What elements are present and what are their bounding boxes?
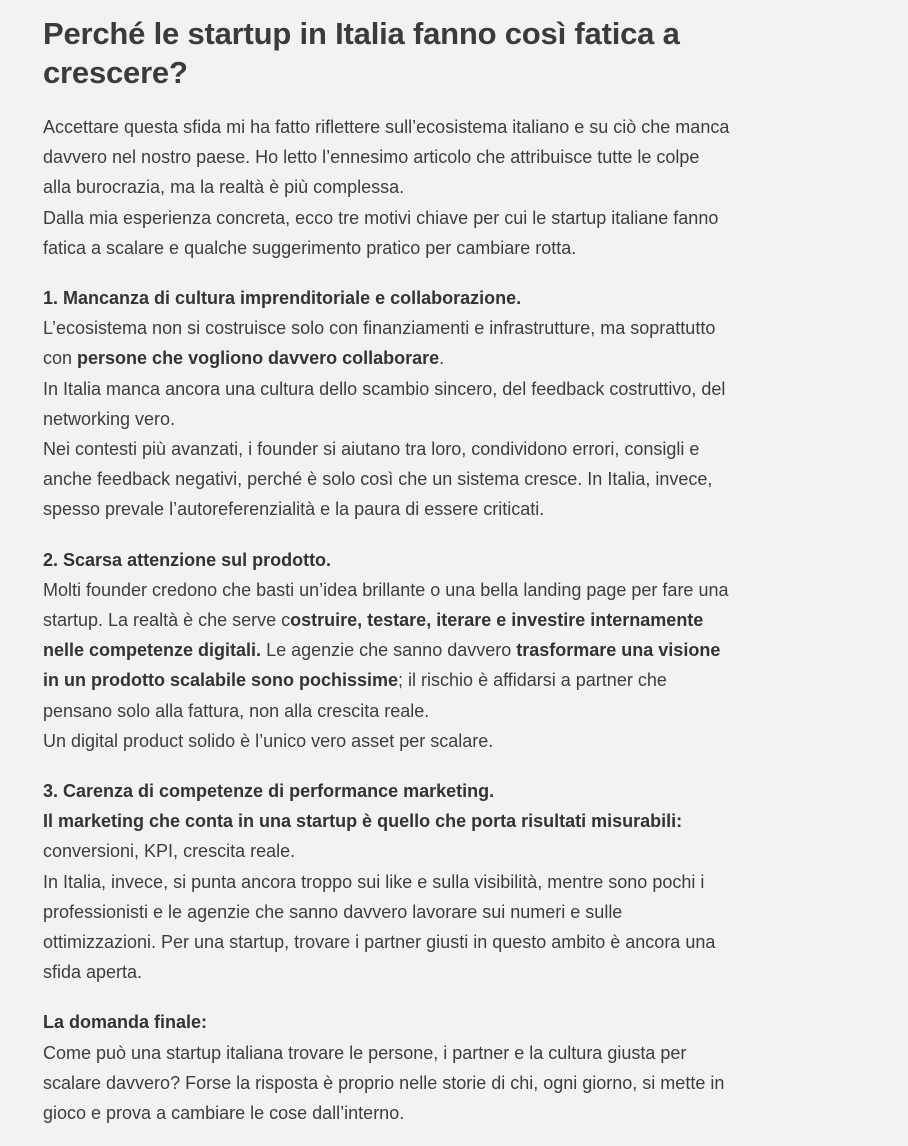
title-line: crescere? [43,55,188,90]
text-line: networking vero. [43,408,176,429]
text-line: L’ecosistema non si costruisce solo con finanziamenti e infrastrutture, ma soprattutto [43,318,716,339]
text-run: . [439,348,445,369]
text-line: Come può una startup italiana trovare le persone, i partner e la cultura giusta per [43,1042,687,1063]
text-line: Accettare questa sfida mi ha fatto riflettere sull’ecosistema italiano e su ciò che manca [43,117,730,137]
text-line: alla burocrazia, ma la realtà è più complessa. [43,177,405,198]
bold-phrase: nelle competenze digitali. [43,640,262,661]
final-section [43,1007,795,1128]
text-run: ; il rischio è affidarsi a partner che [398,670,667,691]
text-line: gioco e prova a cambiare le cose dall’interno. [43,1103,405,1124]
text-line: In Italia manca ancora una cultura dello scambio sincero, del feedback costruttivo, del [43,378,726,399]
article [43,14,795,1128]
text-line: davvero nel nostro paese. Ho letto l’ennesimo articolo che attribuisce tutte le colpe [43,147,700,168]
bold-phrase: trasformare una visione [516,640,721,661]
section-2-heading: 2. Scarsa attenzione sul prodotto. [43,549,332,570]
section-1 [43,283,795,525]
text-line: ottimizzazioni. Per una startup, trovare i partner giusti in questo ambito è ancora una [43,932,716,953]
text-line: sfida aperta. [43,962,143,983]
text-line [43,605,795,635]
text-line: Un digital product solido è l’unico vero asset per scalare. [43,730,494,751]
text-line: In Italia, invece, si punta ancora troppo sui like e sulla visibilità, mentre sono pochi i [43,871,705,892]
text-run: startup. La realtà è che serve c [43,610,291,631]
text-line: spesso prevale l’autoreferenzialità e la paura di essere criticati. [43,499,545,520]
text-run: con [43,348,78,369]
section-2 [43,545,795,756]
text-line: scalare davvero? Forse la risposta è proprio nelle storie di chi, ogni giorno, si mette in [43,1072,725,1093]
text-line: conversioni, KPI, crescita reale. [43,841,296,862]
article-title [43,14,795,92]
text-line: Nei contesti più avanzati, i founder si aiutano tra loro, condividono errori, consigli e [43,439,700,460]
text-line [43,635,795,665]
bold-phrase: in un prodotto scalabile sono pochissime [43,670,399,691]
text-line: professionisti e le agenzie che sanno davvero lavorare sui numeri e sulle [43,901,623,922]
bold-phrase: persone che vogliono davvero collaborare [77,348,440,369]
text-line: anche feedback negativi, perché è solo così che un sistema cresce. In Italia, invece, [43,469,713,490]
intro-paragraph [43,112,795,263]
text-line: pensano solo alla fattura, non alla crescita reale. [43,700,430,721]
section-3 [43,776,795,987]
title-line: Perché le startup in Italia fanno così fatica a [43,16,680,51]
text-line: Molti founder credono che basti un’idea brillante o una bella landing page per fare una [43,579,729,600]
bold-line: Il marketing che conta in una startup è quello che porta risultati misurabili: [43,811,683,832]
text-line: fatica a scalare e qualche suggerimento pratico per cambiare rotta. [43,237,577,258]
text-run: Le agenzie che sanno davvero [261,640,517,661]
text-line [43,665,795,695]
section-1-heading: 1. Mancanza di cultura imprenditoriale e collaborazione. [43,288,522,309]
text-line: Dalla mia esperienza concreta, ecco tre motivi chiave per cui le startup italiane fanno [43,207,719,228]
bold-phrase: ostruire, testare, iterare e investire internamente [290,610,704,631]
text-line [43,343,795,373]
section-3-heading: 3. Carenza di competenze di performance marketing. [43,781,495,802]
final-heading: La domanda finale: [43,1012,208,1033]
